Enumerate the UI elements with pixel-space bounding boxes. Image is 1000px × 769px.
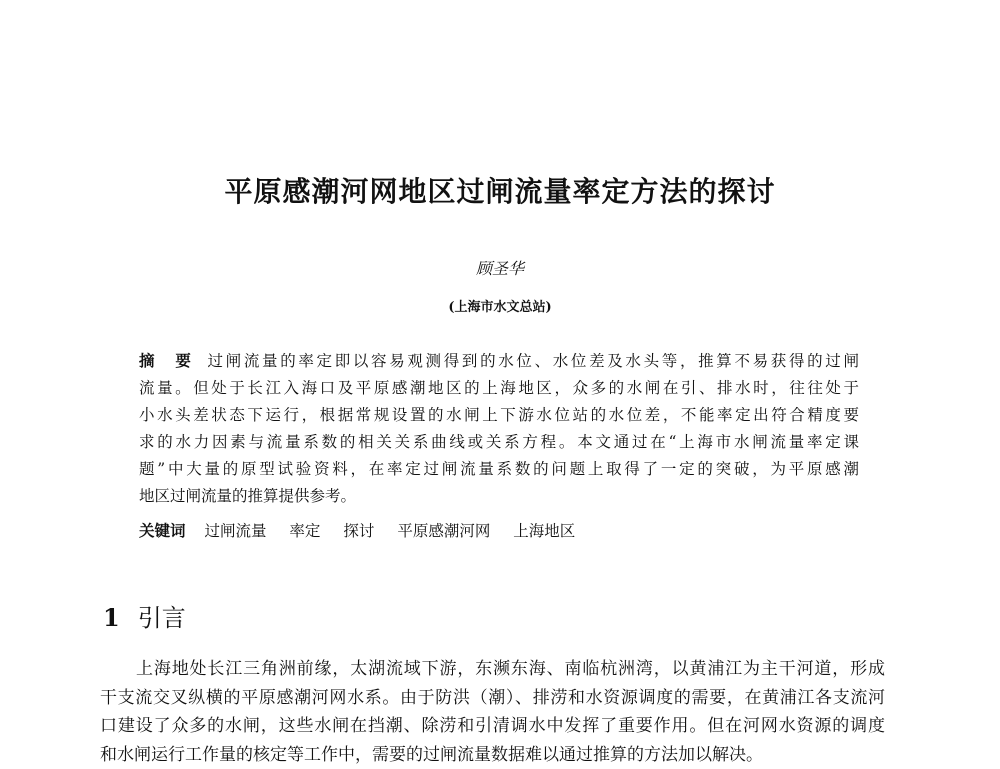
- abstract-line: 小水头差状态下运行，根据常规设置的水闸上下游水位站的水位差，不能率定出符合精度要: [139, 402, 859, 429]
- keyword: 平原感潮河网: [397, 522, 490, 540]
- body-text: [100, 655, 885, 769]
- section-number: 1: [103, 603, 120, 632]
- body-line: 上海地处长江三角洲前缘，太湖流域下游，东濒东海、南临杭洲湾，以黄浦江为主干河道，形成: [100, 655, 885, 684]
- author: 顾圣华: [0, 256, 1000, 279]
- abstract-line: 流量。但处于长江入海口及平原感潮地区的上海地区，众多的水闸在引、排水时，往往处于: [139, 375, 859, 402]
- abstract-line: 地区过闸流量的推算提供参考。: [139, 483, 859, 510]
- section-heading: [103, 598, 186, 633]
- keywords: [139, 518, 593, 545]
- keyword: 上海地区: [513, 522, 575, 540]
- paper-title: 平原感潮河网地区过闸流量率定方法的探讨: [0, 170, 1000, 210]
- abstract-line: 求的水力因素与流量系数的相关关系曲线或关系方程。本文通过在“上海市水闸流量率定课: [139, 429, 859, 456]
- body-line: 和水闸运行工作量的核定等工作中，需要的过闸流量数据难以通过推算的方法加以解决。: [100, 741, 885, 769]
- abstract-label: 摘 要: [139, 352, 194, 370]
- section-title: 引言: [138, 604, 186, 632]
- abstract: [139, 348, 859, 510]
- affiliation: (上海市水文总站): [0, 296, 1000, 315]
- abstract-line: 摘 要 过闸流量的率定即以容易观测得到的水位、水位差及水头等，推算不易获得的过闸: [139, 348, 859, 375]
- keywords-label: 关键词: [139, 522, 186, 540]
- body-line: 口建设了众多的水闸，这些水闸在挡潮、除涝和引清调水中发挥了重要作用。但在河网水资源的调度: [100, 712, 885, 741]
- keyword: 过闸流量: [204, 522, 266, 540]
- keyword: 探讨: [343, 522, 374, 540]
- keyword: 率定: [289, 522, 320, 540]
- body-line: 干支流交叉纵横的平原感潮河网水系。由于防洪（潮）、排涝和水资源调度的需要，在黄浦江各支流河: [100, 684, 885, 713]
- abstract-line: 题”中大量的原型试验资料，在率定过闸流量系数的问题上取得了一定的突破，为平原感潮: [139, 456, 859, 483]
